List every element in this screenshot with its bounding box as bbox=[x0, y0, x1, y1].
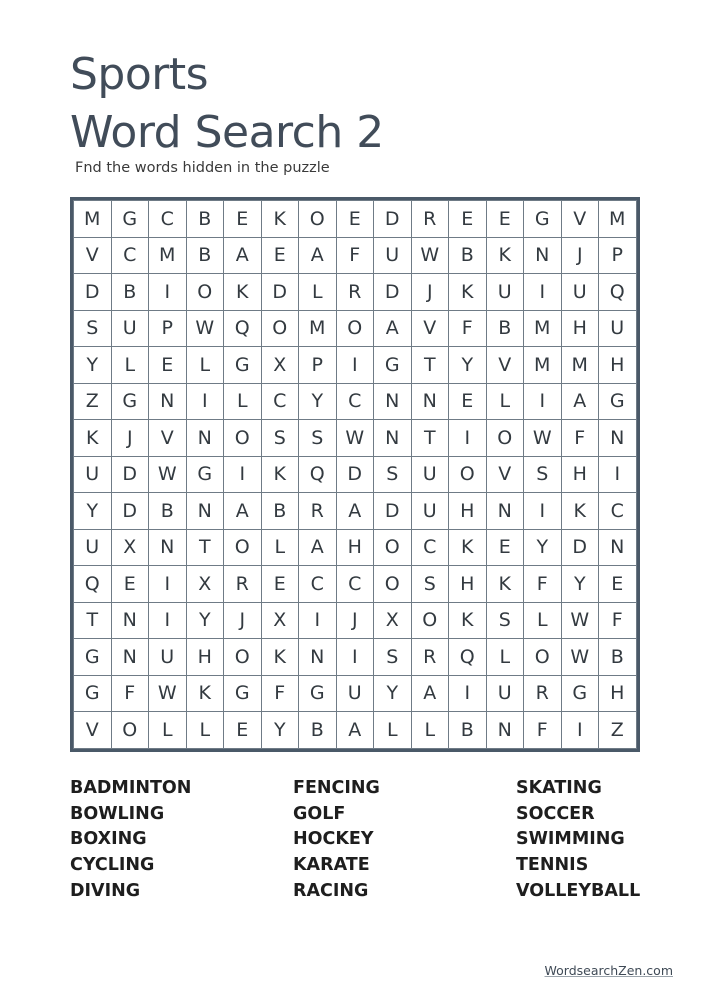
grid-cell[interactable]: V bbox=[561, 201, 599, 238]
grid-cell[interactable]: D bbox=[261, 274, 299, 311]
grid-cell[interactable]: G bbox=[111, 383, 149, 420]
grid-cell[interactable]: L bbox=[411, 712, 449, 749]
grid-cell[interactable]: A bbox=[411, 675, 449, 712]
grid-cell[interactable]: O bbox=[261, 310, 299, 347]
grid-cell[interactable]: Y bbox=[561, 566, 599, 603]
grid-cell[interactable]: D bbox=[111, 493, 149, 530]
grid-cell[interactable]: G bbox=[599, 383, 637, 420]
grid-cell[interactable]: K bbox=[449, 529, 487, 566]
grid-cell[interactable]: H bbox=[599, 347, 637, 384]
grid-cell[interactable]: C bbox=[336, 566, 374, 603]
grid-cell[interactable]: K bbox=[449, 602, 487, 639]
grid-cell[interactable]: N bbox=[149, 383, 187, 420]
grid-cell[interactable]: V bbox=[149, 420, 187, 457]
grid-cell[interactable]: B bbox=[599, 639, 637, 676]
grid-row bbox=[74, 420, 637, 457]
grid-cell[interactable]: H bbox=[599, 675, 637, 712]
word-column-3 bbox=[516, 776, 640, 905]
grid-cell[interactable]: R bbox=[411, 639, 449, 676]
grid-cell[interactable]: N bbox=[411, 383, 449, 420]
grid-cell[interactable]: N bbox=[599, 420, 637, 457]
grid-cell[interactable]: Y bbox=[374, 675, 412, 712]
word-item: SWIMMING bbox=[516, 829, 625, 850]
word-item: BOWLING bbox=[70, 803, 165, 824]
grid-cell[interactable]: I bbox=[449, 675, 487, 712]
grid-cell[interactable]: A bbox=[336, 493, 374, 530]
word-item: SOCCER bbox=[516, 803, 595, 824]
word-item: TENNIS bbox=[516, 855, 589, 876]
grid-cell[interactable]: J bbox=[411, 274, 449, 311]
grid-cell[interactable]: F bbox=[111, 675, 149, 712]
grid-cell[interactable]: I bbox=[524, 383, 562, 420]
grid-cell[interactable]: O bbox=[224, 639, 262, 676]
grid-cell[interactable]: J bbox=[561, 237, 599, 274]
grid-cell[interactable]: A bbox=[336, 712, 374, 749]
grid-cell[interactable]: I bbox=[224, 456, 262, 493]
grid-cell[interactable]: E bbox=[224, 201, 262, 238]
grid-cell[interactable]: F bbox=[449, 310, 487, 347]
grid-cell[interactable]: M bbox=[561, 347, 599, 384]
grid-cell[interactable]: X bbox=[186, 566, 224, 603]
grid-cell[interactable]: A bbox=[224, 493, 262, 530]
grid-cell[interactable]: R bbox=[524, 675, 562, 712]
word-item: KARATE bbox=[293, 855, 370, 876]
title-line-2: Word Search 2 bbox=[70, 107, 384, 158]
grid-cell[interactable]: K bbox=[261, 201, 299, 238]
grid-cell[interactable]: K bbox=[261, 456, 299, 493]
grid-cell[interactable]: N bbox=[111, 639, 149, 676]
grid-cell[interactable]: W bbox=[561, 639, 599, 676]
word-item: SKATING bbox=[516, 778, 602, 798]
grid-cell[interactable]: N bbox=[149, 529, 187, 566]
grid-cell[interactable]: P bbox=[149, 310, 187, 347]
grid-cell[interactable]: I bbox=[336, 347, 374, 384]
grid-cell[interactable]: O bbox=[411, 602, 449, 639]
grid-cell[interactable]: I bbox=[336, 639, 374, 676]
grid-cell[interactable]: G bbox=[561, 675, 599, 712]
grid-cell[interactable]: O bbox=[224, 529, 262, 566]
grid-cell[interactable]: A bbox=[299, 529, 337, 566]
word-item: CYCLING bbox=[70, 855, 155, 876]
grid-cell[interactable]: U bbox=[411, 456, 449, 493]
grid-row bbox=[74, 493, 637, 530]
grid-cell[interactable]: M bbox=[299, 310, 337, 347]
grid-cell[interactable]: I bbox=[524, 274, 562, 311]
grid-cell[interactable]: X bbox=[261, 347, 299, 384]
grid-cell[interactable]: M bbox=[149, 237, 187, 274]
grid-cell[interactable]: L bbox=[524, 602, 562, 639]
grid-row bbox=[74, 456, 637, 493]
word-item: HOCKEY bbox=[293, 829, 374, 850]
grid-cell[interactable]: Q bbox=[299, 456, 337, 493]
grid-cell[interactable]: T bbox=[74, 602, 112, 639]
grid-cell[interactable]: B bbox=[186, 201, 224, 238]
grid-cell[interactable]: Q bbox=[599, 274, 637, 311]
grid-cell[interactable]: K bbox=[486, 566, 524, 603]
grid-cell[interactable]: D bbox=[74, 274, 112, 311]
grid-cell[interactable]: B bbox=[486, 310, 524, 347]
grid-cell[interactable]: L bbox=[261, 529, 299, 566]
grid-cell[interactable]: O bbox=[186, 274, 224, 311]
grid-cell[interactable]: H bbox=[336, 529, 374, 566]
grid-cell[interactable]: W bbox=[149, 675, 187, 712]
grid-cell[interactable]: X bbox=[374, 602, 412, 639]
grid-cell[interactable]: I bbox=[561, 712, 599, 749]
grid-cell[interactable]: B bbox=[449, 712, 487, 749]
grid-cell[interactable]: Y bbox=[449, 347, 487, 384]
grid-cell[interactable]: I bbox=[186, 383, 224, 420]
grid-cell[interactable]: E bbox=[599, 566, 637, 603]
grid-cell[interactable]: Z bbox=[599, 712, 637, 749]
grid-cell[interactable]: G bbox=[111, 201, 149, 238]
grid-cell[interactable]: Z bbox=[74, 383, 112, 420]
grid-cell[interactable]: G bbox=[224, 347, 262, 384]
grid-cell[interactable]: N bbox=[299, 639, 337, 676]
word-item: GOLF bbox=[293, 803, 346, 824]
grid-row bbox=[74, 201, 637, 238]
grid-cell[interactable]: I bbox=[149, 602, 187, 639]
grid-cell[interactable]: I bbox=[599, 456, 637, 493]
grid-cell[interactable]: G bbox=[374, 347, 412, 384]
grid-cell[interactable]: O bbox=[336, 310, 374, 347]
grid-cell[interactable]: Y bbox=[524, 529, 562, 566]
grid-cell[interactable]: U bbox=[374, 237, 412, 274]
grid-cell[interactable]: Y bbox=[299, 383, 337, 420]
grid-cell[interactable]: E bbox=[449, 383, 487, 420]
grid-cell[interactable]: S bbox=[524, 456, 562, 493]
grid-row bbox=[74, 712, 637, 749]
grid-cell[interactable]: B bbox=[111, 274, 149, 311]
grid-cell[interactable]: E bbox=[336, 201, 374, 238]
grid-row bbox=[74, 274, 637, 311]
grid-cell[interactable]: Q bbox=[449, 639, 487, 676]
grid-cell[interactable]: A bbox=[224, 237, 262, 274]
footer-site-link[interactable]: WordsearchZen.com bbox=[544, 963, 673, 978]
grid-cell[interactable]: B bbox=[149, 493, 187, 530]
grid-cell[interactable]: S bbox=[299, 420, 337, 457]
grid-cell[interactable]: T bbox=[411, 347, 449, 384]
grid-cell[interactable]: K bbox=[74, 420, 112, 457]
grid-cell[interactable]: V bbox=[411, 310, 449, 347]
grid-cell[interactable]: V bbox=[74, 237, 112, 274]
grid-cell[interactable]: Y bbox=[74, 347, 112, 384]
grid-cell[interactable]: O bbox=[224, 420, 262, 457]
grid-cell[interactable]: C bbox=[336, 383, 374, 420]
grid-cell[interactable]: U bbox=[336, 675, 374, 712]
grid-cell[interactable]: C bbox=[149, 201, 187, 238]
grid-cell[interactable]: F bbox=[261, 675, 299, 712]
grid-cell[interactable]: R bbox=[299, 493, 337, 530]
grid-cell[interactable]: V bbox=[486, 347, 524, 384]
grid-cell[interactable]: O bbox=[374, 566, 412, 603]
grid-cell[interactable]: S bbox=[486, 602, 524, 639]
grid-cell[interactable]: L bbox=[299, 274, 337, 311]
puzzle-table bbox=[73, 200, 637, 749]
grid-cell[interactable]: N bbox=[186, 493, 224, 530]
word-item: RACING bbox=[293, 880, 369, 901]
grid-cell[interactable]: U bbox=[486, 274, 524, 311]
grid-cell[interactable]: E bbox=[224, 712, 262, 749]
grid-cell[interactable]: I bbox=[449, 420, 487, 457]
grid-cell[interactable]: L bbox=[374, 712, 412, 749]
grid-cell[interactable]: H bbox=[561, 310, 599, 347]
grid-cell[interactable]: W bbox=[524, 420, 562, 457]
grid-cell[interactable]: T bbox=[186, 529, 224, 566]
grid-cell[interactable]: L bbox=[149, 712, 187, 749]
grid-cell[interactable]: W bbox=[411, 237, 449, 274]
grid-cell[interactable]: G bbox=[299, 675, 337, 712]
subtitle: Fnd the words hidden in the puzzle bbox=[75, 160, 330, 176]
grid-cell[interactable]: E bbox=[486, 529, 524, 566]
word-column-2 bbox=[293, 776, 380, 905]
grid-cell[interactable]: M bbox=[524, 347, 562, 384]
grid-row bbox=[74, 566, 637, 603]
grid-cell[interactable]: N bbox=[111, 602, 149, 639]
grid-cell[interactable]: K bbox=[186, 675, 224, 712]
word-column-1 bbox=[70, 776, 191, 905]
grid-cell[interactable]: F bbox=[336, 237, 374, 274]
grid-cell[interactable]: S bbox=[411, 566, 449, 603]
puzzle-grid bbox=[70, 197, 640, 752]
word-item: DIVING bbox=[70, 880, 141, 901]
grid-cell[interactable]: O bbox=[449, 456, 487, 493]
grid-cell[interactable]: D bbox=[374, 201, 412, 238]
word-item: VOLLEYBALL bbox=[516, 880, 641, 901]
grid-row bbox=[74, 347, 637, 384]
grid-cell[interactable]: H bbox=[449, 493, 487, 530]
grid-cell[interactable]: E bbox=[149, 347, 187, 384]
grid-cell[interactable]: U bbox=[486, 675, 524, 712]
grid-cell[interactable]: A bbox=[299, 237, 337, 274]
grid-cell[interactable]: R bbox=[336, 274, 374, 311]
grid-cell[interactable]: C bbox=[261, 383, 299, 420]
grid-cell[interactable]: H bbox=[186, 639, 224, 676]
grid-cell[interactable]: H bbox=[561, 456, 599, 493]
grid-cell[interactable]: L bbox=[486, 383, 524, 420]
grid-cell[interactable]: O bbox=[374, 529, 412, 566]
grid-row bbox=[74, 383, 637, 420]
grid-cell[interactable]: S bbox=[74, 310, 112, 347]
grid-cell[interactable]: S bbox=[261, 420, 299, 457]
grid-cell[interactable]: P bbox=[599, 237, 637, 274]
grid-cell[interactable]: C bbox=[299, 566, 337, 603]
grid-cell[interactable]: M bbox=[74, 201, 112, 238]
grid-cell[interactable]: D bbox=[561, 529, 599, 566]
grid-cell[interactable]: E bbox=[486, 201, 524, 238]
grid-cell[interactable]: O bbox=[111, 712, 149, 749]
grid-row bbox=[74, 310, 637, 347]
grid-cell[interactable]: P bbox=[299, 347, 337, 384]
grid-cell[interactable]: K bbox=[261, 639, 299, 676]
grid-cell[interactable]: G bbox=[524, 201, 562, 238]
grid-cell[interactable]: S bbox=[374, 456, 412, 493]
grid-cell[interactable]: G bbox=[186, 456, 224, 493]
grid-cell[interactable]: D bbox=[336, 456, 374, 493]
grid-cell[interactable]: B bbox=[299, 712, 337, 749]
word-item: BADMINTON bbox=[70, 778, 192, 798]
grid-cell[interactable]: Y bbox=[261, 712, 299, 749]
grid-cell[interactable]: I bbox=[299, 602, 337, 639]
page-title bbox=[70, 46, 384, 162]
title-line-1: Sports bbox=[70, 49, 209, 100]
grid-cell[interactable]: O bbox=[486, 420, 524, 457]
grid-cell[interactable]: E bbox=[449, 201, 487, 238]
grid-cell[interactable]: N bbox=[486, 712, 524, 749]
grid-cell[interactable]: N bbox=[599, 529, 637, 566]
grid-cell[interactable]: W bbox=[561, 602, 599, 639]
grid-cell[interactable]: U bbox=[74, 529, 112, 566]
grid-cell[interactable]: N bbox=[374, 383, 412, 420]
grid-cell[interactable]: S bbox=[374, 639, 412, 676]
word-item: FENCING bbox=[293, 778, 380, 798]
grid-cell[interactable]: I bbox=[149, 274, 187, 311]
grid-cell[interactable]: B bbox=[449, 237, 487, 274]
grid-cell[interactable]: F bbox=[524, 566, 562, 603]
grid-cell[interactable]: N bbox=[374, 420, 412, 457]
grid-cell[interactable]: T bbox=[411, 420, 449, 457]
grid-cell[interactable]: X bbox=[261, 602, 299, 639]
word-item: BOXING bbox=[70, 829, 147, 850]
grid-cell[interactable]: O bbox=[299, 201, 337, 238]
grid-cell[interactable]: L bbox=[224, 383, 262, 420]
grid-cell[interactable]: Y bbox=[186, 602, 224, 639]
grid-cell[interactable]: W bbox=[186, 310, 224, 347]
grid-cell[interactable]: F bbox=[561, 420, 599, 457]
grid-cell[interactable]: G bbox=[224, 675, 262, 712]
grid-cell[interactable]: B bbox=[261, 493, 299, 530]
grid-cell[interactable]: V bbox=[74, 712, 112, 749]
grid-cell[interactable]: V bbox=[486, 456, 524, 493]
grid-cell[interactable]: R bbox=[224, 566, 262, 603]
grid-cell[interactable]: L bbox=[486, 639, 524, 676]
grid-cell[interactable]: H bbox=[449, 566, 487, 603]
grid-cell[interactable]: J bbox=[111, 420, 149, 457]
grid-cell[interactable]: N bbox=[186, 420, 224, 457]
grid-cell[interactable]: M bbox=[599, 201, 637, 238]
grid-cell[interactable]: M bbox=[524, 310, 562, 347]
grid-cell[interactable]: U bbox=[411, 493, 449, 530]
grid-cell[interactable]: C bbox=[111, 237, 149, 274]
grid-cell[interactable]: N bbox=[524, 237, 562, 274]
grid-cell[interactable]: O bbox=[524, 639, 562, 676]
grid-cell[interactable]: W bbox=[149, 456, 187, 493]
grid-cell[interactable]: W bbox=[336, 420, 374, 457]
grid-cell[interactable]: C bbox=[411, 529, 449, 566]
grid-cell[interactable]: L bbox=[186, 347, 224, 384]
grid-cell[interactable]: U bbox=[149, 639, 187, 676]
grid-row bbox=[74, 639, 637, 676]
grid-cell[interactable]: X bbox=[111, 529, 149, 566]
grid-cell[interactable]: D bbox=[374, 493, 412, 530]
grid-cell[interactable]: Y bbox=[74, 493, 112, 530]
grid-cell[interactable]: U bbox=[561, 274, 599, 311]
grid-cell[interactable]: C bbox=[599, 493, 637, 530]
grid-cell[interactable]: A bbox=[374, 310, 412, 347]
grid-cell[interactable]: J bbox=[336, 602, 374, 639]
grid-cell[interactable]: N bbox=[486, 493, 524, 530]
grid-cell[interactable]: G bbox=[74, 675, 112, 712]
grid-cell[interactable]: E bbox=[261, 237, 299, 274]
grid-row bbox=[74, 529, 637, 566]
grid-cell[interactable]: K bbox=[561, 493, 599, 530]
grid-cell[interactable]: L bbox=[186, 712, 224, 749]
grid-cell[interactable]: U bbox=[599, 310, 637, 347]
grid-cell[interactable]: I bbox=[149, 566, 187, 603]
grid-cell[interactable]: U bbox=[111, 310, 149, 347]
grid-cell[interactable]: G bbox=[74, 639, 112, 676]
grid-cell[interactable]: B bbox=[186, 237, 224, 274]
grid-cell[interactable]: A bbox=[561, 383, 599, 420]
grid-cell[interactable]: J bbox=[224, 602, 262, 639]
grid-row bbox=[74, 675, 637, 712]
grid-cell[interactable]: F bbox=[524, 712, 562, 749]
grid-cell[interactable]: F bbox=[599, 602, 637, 639]
grid-cell[interactable]: D bbox=[111, 456, 149, 493]
grid-cell[interactable]: R bbox=[411, 201, 449, 238]
grid-cell[interactable]: U bbox=[74, 456, 112, 493]
grid-cell[interactable]: K bbox=[486, 237, 524, 274]
grid-cell[interactable]: D bbox=[374, 274, 412, 311]
grid-cell[interactable]: I bbox=[524, 493, 562, 530]
grid-cell[interactable]: L bbox=[111, 347, 149, 384]
grid-cell[interactable]: E bbox=[261, 566, 299, 603]
grid-cell[interactable]: K bbox=[224, 274, 262, 311]
grid-cell[interactable]: Q bbox=[74, 566, 112, 603]
grid-row bbox=[74, 237, 637, 274]
grid-cell[interactable]: E bbox=[111, 566, 149, 603]
grid-cell[interactable]: Q bbox=[224, 310, 262, 347]
grid-row bbox=[74, 602, 637, 639]
grid-cell[interactable]: K bbox=[449, 274, 487, 311]
